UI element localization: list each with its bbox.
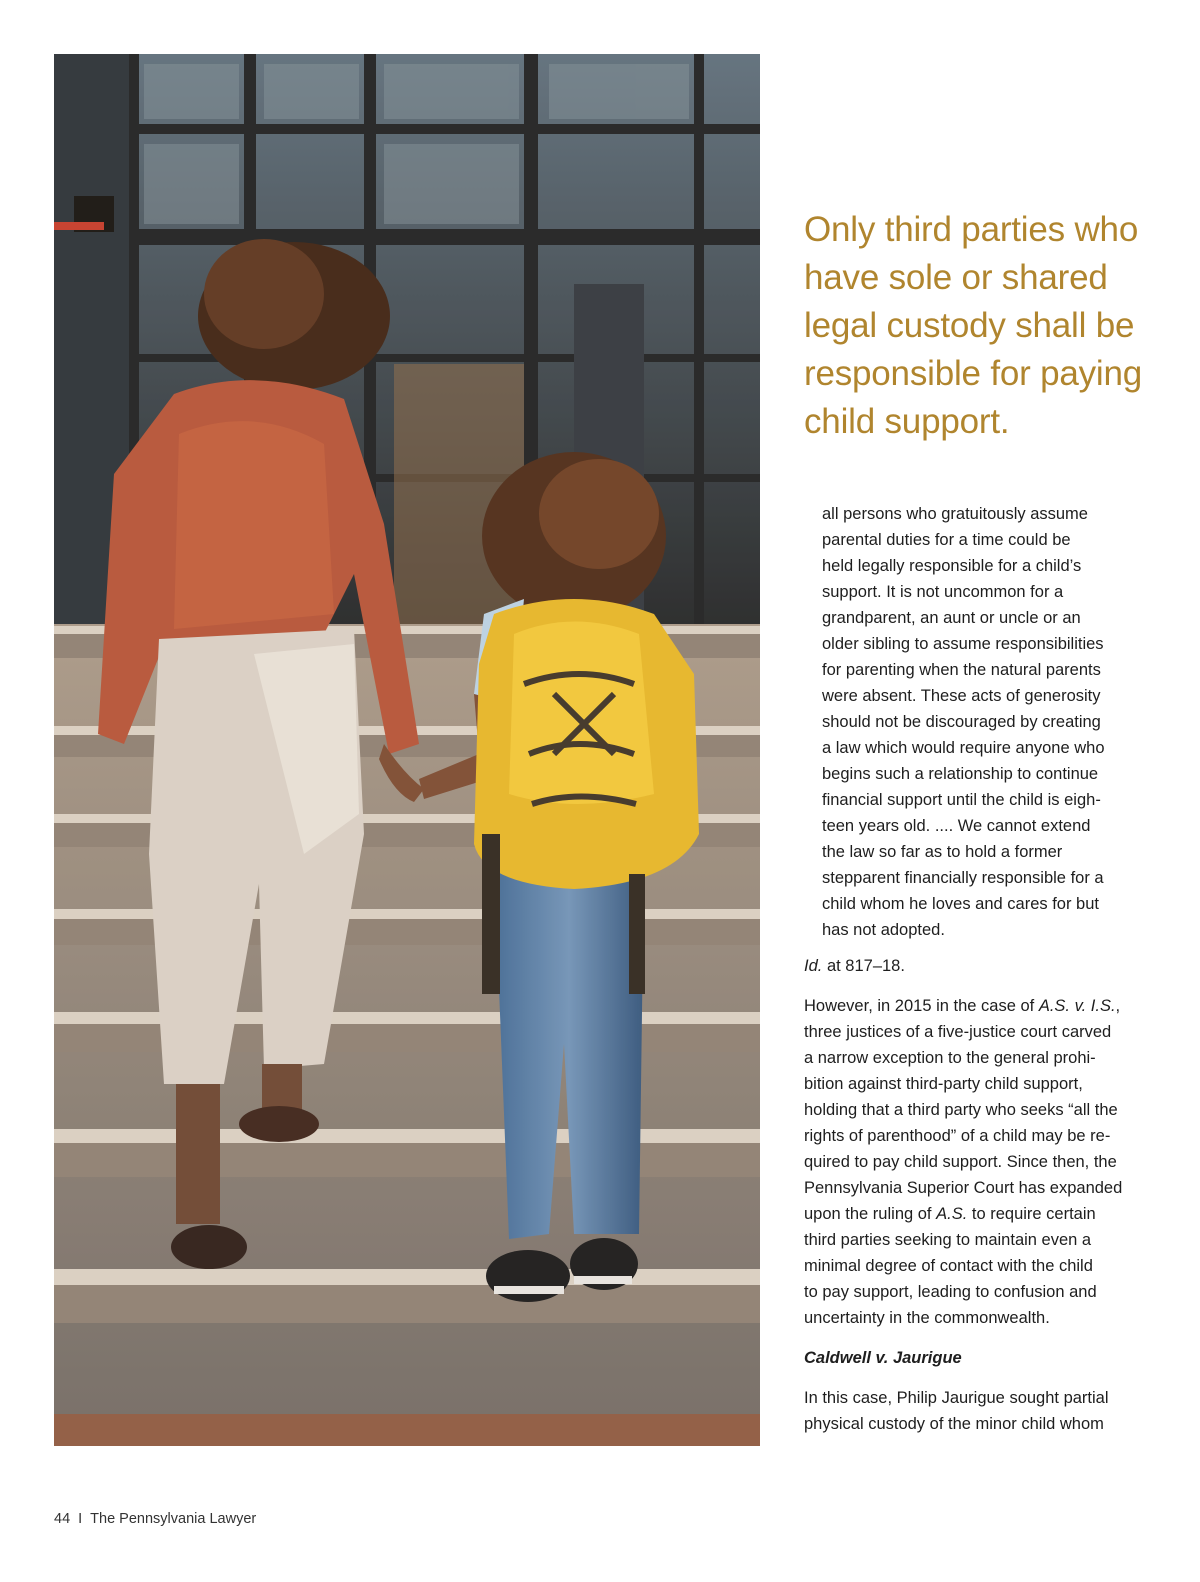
text-run: upon the ruling of <box>804 1205 937 1223</box>
page-number: 44 <box>54 1511 71 1527</box>
block-quote-line: the law so far as to hold a former <box>822 843 1063 861</box>
block-quote-line: has not adopted. <box>822 921 945 939</box>
block-quote-line: parental duties for a time could be <box>822 531 1071 549</box>
paragraph-caldwell <box>804 1385 1144 1437</box>
block-quote-line: held legally responsible for a child’s <box>822 557 1082 575</box>
paragraph-line: bition against third-party child support, <box>804 1075 1083 1093</box>
block-quote-line: all persons who gratuitously assume <box>822 505 1088 523</box>
text-run: However, in 2015 in the case of <box>804 997 1039 1015</box>
case-name: A.S. v. I.S. <box>1038 997 1116 1015</box>
paragraph-line: In this case, Philip Jaurigue sought partial <box>804 1389 1109 1407</box>
text-run: , <box>1115 997 1121 1015</box>
pull-quote: Only third parties who have sole or shared legal custody shall be responsible for paying child support. <box>804 210 1143 441</box>
block-quote <box>822 501 1144 943</box>
block-quote-line: should not be discouraged by creating <box>822 713 1101 731</box>
block-quote-line: were absent. These acts of generosity <box>822 687 1101 705</box>
paragraph-line: minimal degree of contact with the child <box>804 1257 1093 1275</box>
block-quote-line: child whom he loves and cares for but <box>822 895 1099 913</box>
citation <box>804 953 1144 979</box>
paragraph-line: third parties seeking to maintain even a <box>804 1231 1092 1249</box>
paragraph-line: holding that a third party who seeks “all the <box>804 1101 1118 1119</box>
text-run: to require certain <box>967 1205 1096 1223</box>
case-name: A.S. <box>936 1205 968 1223</box>
block-quote-line: older sibling to assume responsibilities <box>822 635 1104 653</box>
block-quote-line: support. It is not uncommon for a <box>822 583 1064 601</box>
paragraph-line: uncertainty in the commonwealth. <box>804 1309 1050 1327</box>
footer-separator: I <box>78 1511 83 1527</box>
page-footer <box>54 1511 256 1527</box>
article-photo <box>54 54 760 1446</box>
citation-pages: at 817–18. <box>822 957 905 975</box>
block-quote-line: for parenting when the natural parents <box>822 661 1101 679</box>
block-quote-line: teen years old. .... We cannot extend <box>822 817 1091 835</box>
publication-name: The Pennsylvania Lawyer <box>90 1511 257 1527</box>
paragraph-line: quired to pay child support. Since then, the <box>804 1153 1117 1171</box>
block-quote-line: stepparent financially responsible for a <box>822 869 1104 887</box>
block-quote-line: begins such a relationship to continue <box>822 765 1099 783</box>
paragraph-as-v-is <box>804 993 1144 1331</box>
block-quote-line: financial support until the child is eigh- <box>822 791 1101 809</box>
paragraph-line: three justices of a five-justice court carved <box>804 1023 1112 1041</box>
citation-id: Id. <box>804 957 823 975</box>
paragraph-line <box>804 1201 1144 1227</box>
paragraph-line <box>804 993 1144 1019</box>
photo-woman-and-child-walking-up-steps <box>54 54 760 1446</box>
section-heading: Caldwell v. Jaurigue <box>804 1349 962 1367</box>
block-quote-line: a law which would require anyone who <box>822 739 1105 757</box>
paragraph-line: to pay support, leading to confusion and <box>804 1283 1097 1301</box>
article-column <box>804 501 1144 1451</box>
paragraph-line: Pennsylvania Superior Court has expanded <box>804 1179 1123 1197</box>
paragraph-line: a narrow exception to the general prohi- <box>804 1049 1096 1067</box>
block-quote-line: grandparent, an aunt or uncle or an <box>822 609 1081 627</box>
paragraph-line: rights of parenthood” of a child may be re- <box>804 1127 1111 1145</box>
paragraph-line: physical custody of the minor child whom <box>804 1415 1104 1433</box>
